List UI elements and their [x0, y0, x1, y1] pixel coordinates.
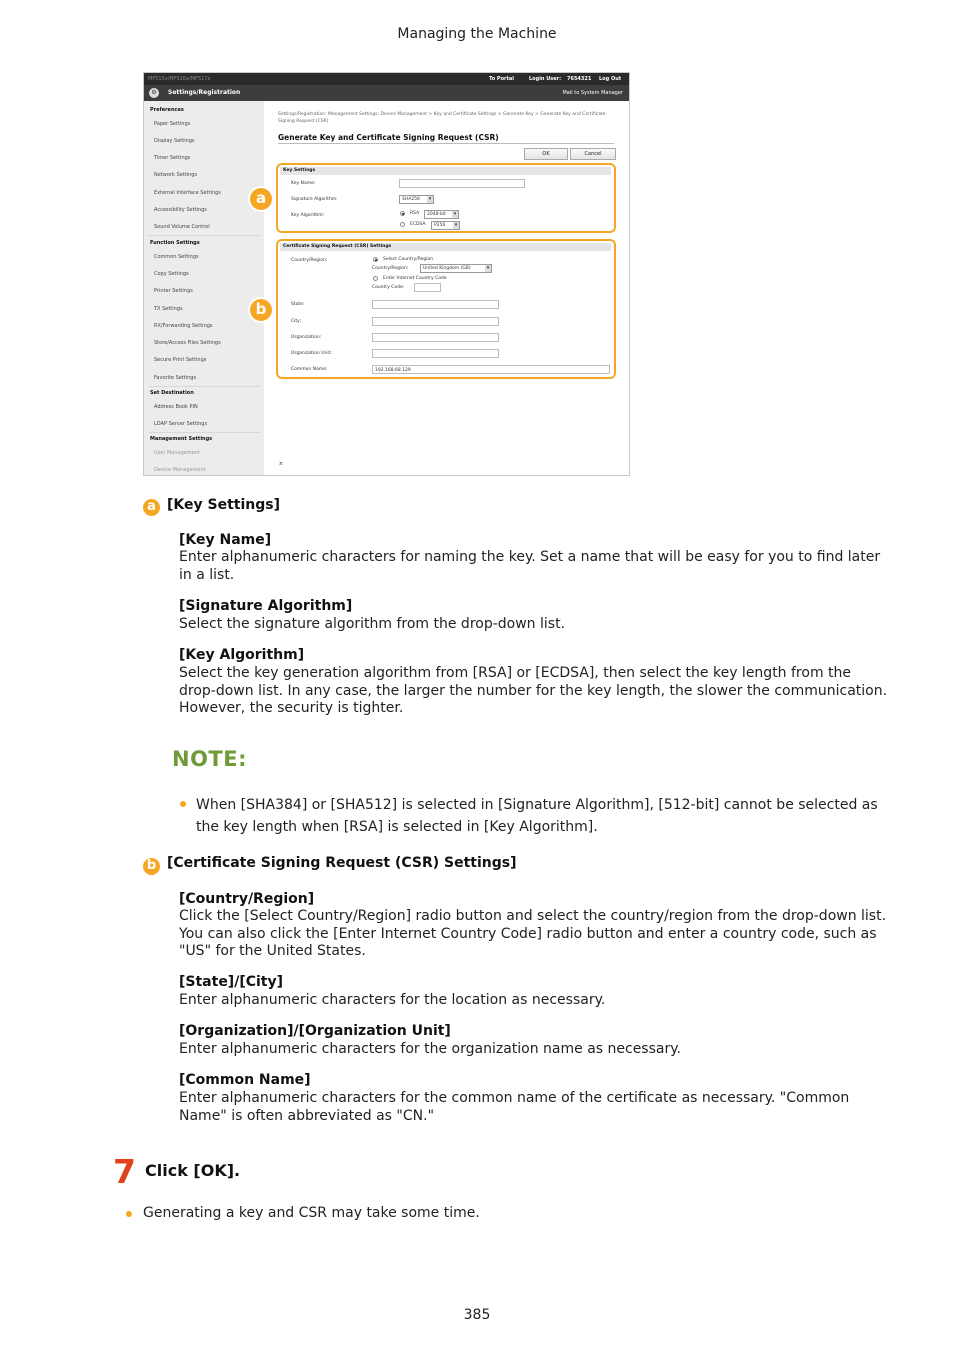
callout-a-badge: a: [250, 188, 272, 210]
sidebar-item[interactable]: RX/Forwarding Settings: [154, 323, 213, 329]
organization-unit-input[interactable]: [372, 349, 499, 358]
sidebar-item[interactable]: Copy Settings: [154, 271, 189, 277]
common-name-label: Common Name:: [291, 367, 328, 372]
screenshot-topbar: [144, 73, 629, 85]
term-signature-algorithm: [Signature Algorithm]: [179, 598, 353, 614]
section-a-title: [Key Settings]: [167, 497, 280, 513]
sidebar-item[interactable]: Display Settings: [154, 138, 195, 144]
marker-a-icon: a: [143, 499, 160, 516]
country-code-input[interactable]: [414, 283, 441, 292]
sidebar-item[interactable]: User Management: [154, 450, 200, 456]
running-header: Managing the Machine: [397, 26, 557, 42]
sidebar-item[interactable]: External Interface Settings: [154, 190, 221, 196]
ecdsa-radio[interactable]: [400, 222, 405, 227]
sidebar-item[interactable]: Address Book PIN: [154, 404, 198, 410]
select-country-radio[interactable]: [373, 257, 378, 262]
sidebar-item[interactable]: Timer Settings: [154, 155, 191, 161]
csr-settings-header: Certificate Signing Request (CSR) Settings: [280, 243, 611, 251]
desc-organization: Enter alphanumeric characters for the organization name as necessary.: [179, 1041, 681, 1057]
sidebar-item[interactable]: Secure Print Settings: [154, 357, 207, 363]
select-country-label: Select Country/Region: [383, 257, 434, 262]
sidebar-item[interactable]: TX Settings: [154, 306, 183, 312]
term-key-name: [Key Name]: [179, 532, 272, 548]
title-divider: [278, 143, 614, 144]
bullet-icon: [126, 1211, 132, 1217]
sidebar-divider: [148, 386, 260, 387]
breadcrumb: Settings/Registration: Management Settings: Device Management > Key and Certificate Settings > Generate Key > Generate Key and Certificate Signing Request (CSR): [278, 112, 606, 124]
bullet-icon: [180, 801, 186, 807]
sidebar-item[interactable]: Store/Access Files Settings: [154, 340, 221, 346]
desc-common-name: Enter alphanumeric characters for the common name of the certificate as necessary. "Common Name" is often abbreviated as "CN.": [179, 1090, 850, 1124]
signature-algorithm-select[interactable]: SHA256 ▾: [399, 195, 434, 204]
sidebar-divider: [148, 235, 260, 236]
to-portal-link[interactable]: To Portal: [489, 76, 514, 82]
sidebar-category-preferences: Preferences: [150, 107, 184, 113]
callout-b-badge: b: [250, 299, 272, 321]
ecdsa-label: ECDSA: [410, 222, 426, 227]
note-heading: NOTE:: [172, 747, 247, 771]
sidebar-item[interactable]: Network Settings: [154, 172, 197, 178]
rsa-label: RSA: [410, 211, 420, 216]
page-number: 385: [463, 1307, 491, 1323]
term-country-region: [Country/Region]: [179, 891, 315, 907]
marker-b-icon: b: [143, 858, 160, 875]
sidebar-category-management: Management Settings: [150, 436, 213, 442]
login-user-value: 7654321: [567, 76, 592, 82]
desc-state-city: Enter alphanumeric characters for the location as necessary.: [179, 992, 606, 1008]
desc-key-algorithm: Select the key generation algorithm from [RSA] or [ECDSA], then select the key length from the drop-down list. In any case, the larger the number for the key length, the slower the communication. However, the security is tighter.: [179, 665, 888, 716]
organization-label: Organization:: [291, 335, 322, 340]
sidebar-item[interactable]: Favorite Settings: [154, 375, 197, 381]
key-algorithm-label: Key Algorithm:: [291, 213, 325, 218]
term-state-city: [State]/[City]: [179, 974, 284, 990]
rsa-radio[interactable]: [400, 211, 405, 216]
ok-button[interactable]: OK: [524, 148, 568, 160]
term-organization: [Organization]/[Organization Unit]: [179, 1023, 451, 1039]
sidebar-item[interactable]: Sound Volume Control: [154, 224, 210, 230]
sidebar-item[interactable]: Accessibility Settings: [154, 207, 207, 213]
settings-title: Settings/Registration: [168, 89, 241, 96]
screenshot-titlebar: [144, 85, 629, 101]
country-code-label: Country Code:: [372, 285, 405, 290]
sidebar-item[interactable]: Printer Settings: [154, 288, 193, 294]
country-region-label: Country/Region:: [291, 258, 328, 263]
sidebar-item[interactable]: Common Settings: [154, 254, 199, 260]
back-to-top-icon[interactable]: ⌅: [278, 459, 284, 467]
key-settings-header: Key Settings: [280, 167, 611, 175]
settings-main: [264, 101, 629, 475]
rsa-length-select[interactable]: 2048-bit ▾: [424, 210, 459, 219]
desc-key-name: Enter alphanumeric characters for naming the key. Set a name that will be easy for you to find later in a list.: [179, 549, 881, 583]
step-bullet-text: Generating a key and CSR may take some time.: [143, 1205, 480, 1221]
step-text: Click [OK].: [145, 1161, 241, 1180]
state-input[interactable]: [372, 300, 499, 309]
section-b-title: [Certificate Signing Request (CSR) Settings]: [167, 855, 517, 871]
note-text: When [SHA384] or [SHA512] is selected in [Signature Algorithm], [512-bit] cannot be selected as the key length when [RSA] is selected in [Key Algorithm].: [196, 797, 878, 835]
desc-country-region: Click the [Select Country/Region] radio button and select the country/region from the drop-down list. You can also click the [Enter Internet Country Code] radio button and enter a country code, such as "US" for the United States.: [179, 908, 887, 959]
screenshot-figure: [143, 72, 630, 476]
common-name-input[interactable]: 192.168.68.129: [372, 365, 610, 374]
enter-code-radio[interactable]: [373, 276, 378, 281]
sidebar-item[interactable]: Paper Settings: [154, 121, 191, 127]
country-region-sublabel: Country/Region:: [372, 266, 409, 271]
step-number: 7: [113, 1152, 136, 1191]
sidebar-divider: [148, 432, 260, 433]
logout-link[interactable]: Log Out: [599, 76, 622, 82]
sidebar-item[interactable]: LDAP Server Settings: [154, 421, 208, 427]
page-title: Generate Key and Certificate Signing Request (CSR): [278, 133, 499, 142]
term-common-name: [Common Name]: [179, 1072, 311, 1088]
sidebar-item[interactable]: Device Management: [154, 467, 206, 473]
city-label: City:: [291, 319, 302, 324]
settings-logo-icon: ⚙: [149, 88, 159, 98]
state-label: State:: [291, 302, 305, 307]
key-name-label: Key Name:: [291, 181, 316, 186]
cancel-button[interactable]: Cancel: [570, 148, 616, 160]
enter-code-label: Enter Internet Country Code: [383, 276, 447, 281]
device-name: MF515x/MF516x/MF517x: [148, 76, 211, 82]
sidebar-category-destination: Set Destination: [150, 390, 194, 396]
mail-to-manager-link[interactable]: Mail to System Manager: [562, 90, 623, 96]
organization-unit-label: Organization Unit:: [291, 351, 332, 356]
key-name-input[interactable]: [399, 179, 525, 188]
login-user-label: Login User:: [529, 76, 562, 82]
organization-input[interactable]: [372, 333, 499, 342]
sidebar-category-function: Function Settings: [150, 240, 200, 246]
city-input[interactable]: [372, 317, 499, 326]
signature-algorithm-label: Signature Algorithm:: [291, 197, 338, 202]
country-select[interactable]: United Kingdom (GB) ▾: [420, 264, 492, 273]
desc-signature-algorithm: Select the signature algorithm from the drop-down list.: [179, 616, 566, 632]
ecdsa-length-select[interactable]: P256 ▾: [431, 221, 460, 230]
term-key-algorithm: [Key Algorithm]: [179, 647, 305, 663]
settings-sidebar: [144, 101, 264, 475]
